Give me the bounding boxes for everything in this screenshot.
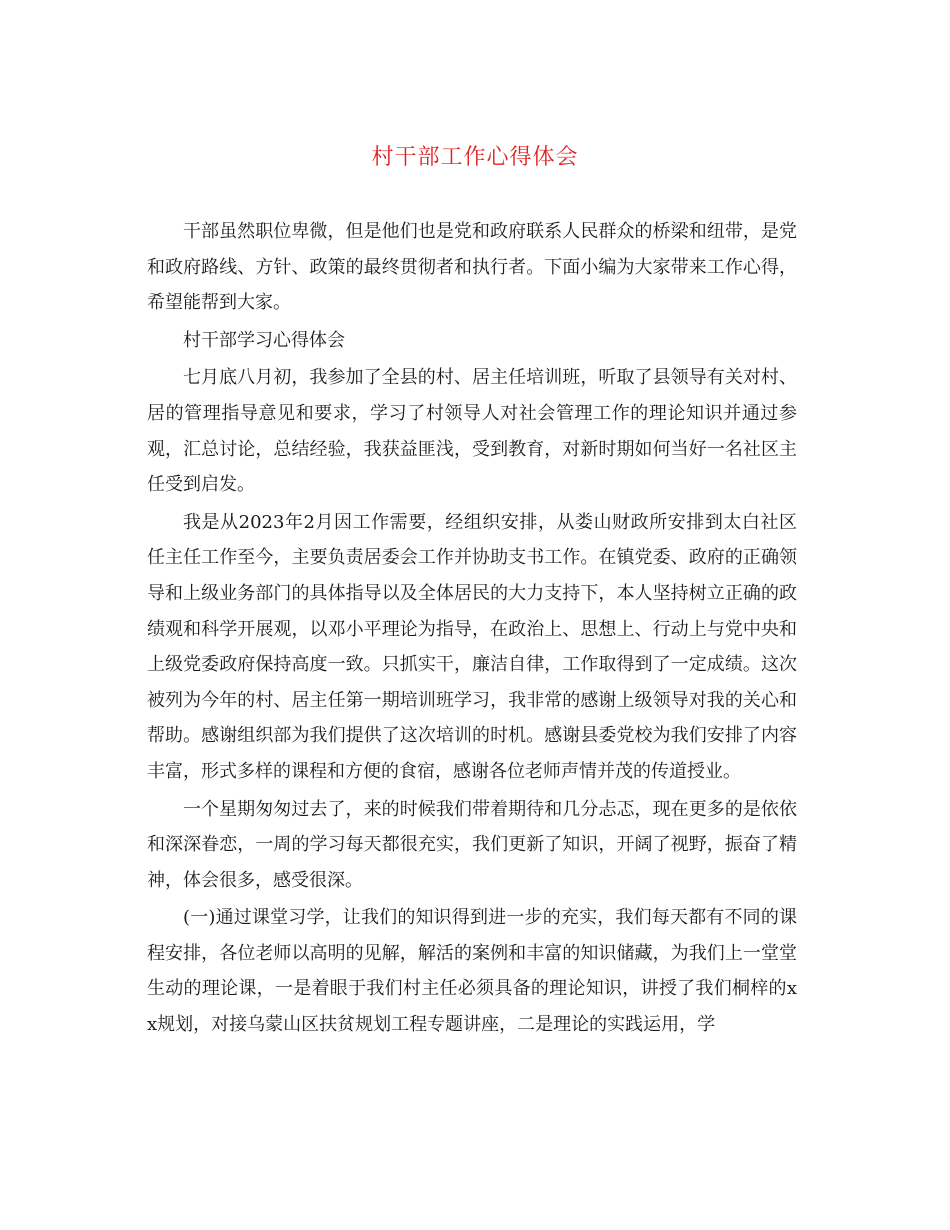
document-body xyxy=(147,214,797,1045)
paragraph-background: 我是从2023年2月因工作需要，经组织安排，从娄山财政所安排到太白社区任主任工作至今，主要负责居委会工作并协助支书工作。在镇党委、政府的正确领导和上级业务部门的具体指导以及全体居民的大力支持下，本人坚持树立正确的政绩观和科学开展观，以邓小平理论为指导，在政治上、思想上、行动上与党中央和上级党委政府保持高度一致。只抓实干，廉洁自律，工作取得到了一定成绩。这次被列为今年的村、居主任第一期培训班学习，我非常的感谢上级领导对我的关心和帮助。感谢组织部为我们提供了这次培训的时机。感谢县委党校为我们安排了内容丰富，形式多样的课程和方便的食宿，感谢各位老师声情并茂的传道授业。 xyxy=(147,511,797,782)
paragraph-point-one: (一)通过课堂习学，让我们的知识得到进一步的充实，我们每天都有不同的课程安排，各位老师以高明的见解，解活的案例和丰富的知识储藏，为我们上一堂堂生动的理论课，一是着眼于我们村主任必须具备的理论知识，讲授了我们桐梓的xx规划，对接乌蒙山区扶贫规划工程专题讲座，二是理论的实践运用，学 xyxy=(147,907,797,1036)
document-title: 村干部工作心得体会 xyxy=(371,145,579,170)
section-heading: 村干部学习心得体会 xyxy=(183,329,345,351)
paragraph-training: 七月底八月初，我参加了全县的村、居主任培训班，听取了县领导有关对村、居的管理指导意见和要求，学习了村领导人对社会管理工作的理论知识并通过参观，汇总讨论，总结经验，我获益匪浅，受到教育，对新时期如何当好一名社区主任受到启发。 xyxy=(147,367,797,496)
paragraph-week-summary: 一个星期匆匆过去了，来的时候我们带着期待和几分忐忑，现在更多的是依依和深深眷恋，一周的学习每天都很充实，我们更新了知识，开阔了视野，振奋了精神，体会很多，感受很深。 xyxy=(147,798,797,891)
paragraph-intro: 干部虽然职位卑微，但是他们也是党和政府联系人民群众的桥梁和纽带，是党和政府路线、方针、政策的最终贯彻者和执行者。下面小编为大家带来工作心得，希望能帮到大家。 xyxy=(147,221,797,314)
